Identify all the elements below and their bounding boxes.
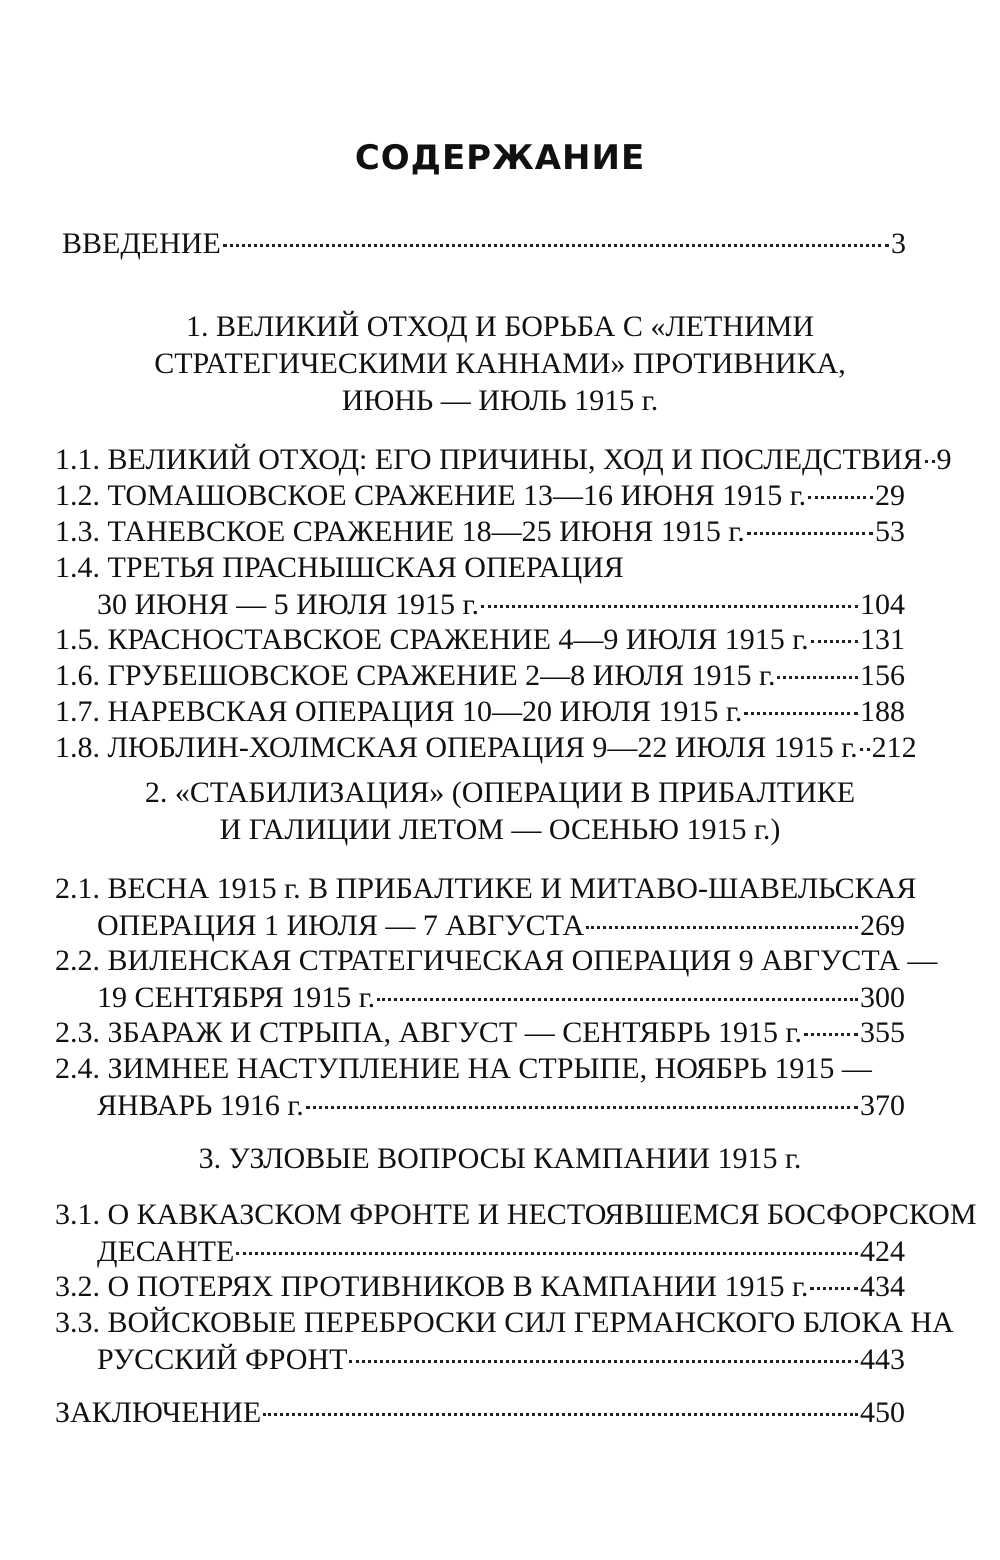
toc-entry-label: 1.1. ВЕЛИКИЙ ОТХОД: ЕГО ПРИЧИНЫ, ХОД И ПОСЛЕДСТВИЯ (55, 443, 923, 476)
toc-page-number: 269 (860, 909, 905, 942)
toc-entry-label: 2.3. ЗБАРАЖ И СТРЫПА, АВГУСТ — СЕНТЯБРЬ 1915 г. (55, 1016, 802, 1049)
dot-leader (377, 998, 858, 1001)
dot-leader (747, 532, 873, 535)
toc-page-number: 300 (860, 981, 905, 1014)
toc-page-number: 156 (860, 659, 905, 692)
section-heading-line: 2. «СТАБИЛИЗАЦИЯ» (ОПЕРАЦИИ В ПРИБАЛТИКЕ (144, 776, 856, 809)
toc-entry-intro (62, 225, 906, 262)
dot-leader (236, 1252, 858, 1255)
dot-leader (744, 712, 858, 715)
page-title: СОДЕРЖАНИЕ (354, 138, 646, 178)
section-heading-2 (40, 774, 960, 848)
toc-entry-2-3 (55, 1014, 905, 1051)
toc-entry-3-1 (55, 1196, 977, 1270)
toc-page-number: 104 (860, 588, 905, 621)
toc-page-number: 434 (860, 1270, 905, 1303)
dot-leader (263, 1413, 858, 1416)
dot-leader (586, 926, 858, 929)
toc-entry-1-8 (55, 729, 917, 766)
toc-entry-label: 1.4. ТРЕТЬЯ ПРАСНЫШСКАЯ ОПЕРАЦИЯ (55, 551, 624, 584)
toc-entry-label: 1.8. ЛЮБЛИН-ХОЛМСКАЯ ОПЕРАЦИЯ 9—22 ИЮЛЯ 1915 г. (55, 731, 858, 764)
dot-leader (306, 1106, 858, 1109)
toc-entry-1-7 (55, 693, 905, 730)
section-heading-line: И ГАЛИЦИИ ЛЕТОМ — ОСЕНЬЮ 1915 г.) (219, 813, 781, 846)
toc-page-number: 53 (875, 515, 905, 548)
toc-entry-3-3 (55, 1304, 954, 1378)
toc-entry-continuation: ОПЕРАЦИЯ 1 ИЮЛЯ — 7 АВГУСТА (97, 909, 585, 942)
toc-entry-3-2 (55, 1268, 905, 1305)
toc-entry-label: 2.1. ВЕСНА 1915 г. В ПРИБАЛТИКЕ И МИТАВО-ШАВЕЛЬСКАЯ (55, 872, 917, 905)
toc-page-number: 9 (936, 443, 952, 476)
toc-entry-1-2 (55, 477, 905, 514)
dot-leader (925, 460, 935, 463)
toc-entry-continuation: ДЕСАНТЕ (97, 1235, 235, 1268)
toc-entry-label: ВВЕДЕНИЕ (62, 227, 221, 260)
toc-entry-1-6 (55, 657, 905, 694)
toc-entry-continuation: РУССКИЙ ФРОНТ (97, 1343, 348, 1376)
toc-entry-label: 2.2. ВИЛЕНСКАЯ СТРАТЕГИЧЕСКАЯ ОПЕРАЦИЯ 9 АВГУСТА — (55, 944, 938, 977)
toc-entry-1-5 (55, 621, 905, 658)
dot-leader (223, 244, 889, 247)
toc-entry-2-1 (55, 870, 917, 944)
section-heading-line: СТРАТЕГИЧЕСКИМИ КАННАМИ» ПРОТИВНИКА, (154, 347, 846, 380)
toc-page-number: 212 (871, 731, 917, 764)
toc-entry-conclusion (55, 1394, 905, 1431)
section-heading-3 (40, 1140, 960, 1177)
dot-leader (481, 605, 858, 608)
dot-leader (860, 748, 870, 751)
toc-entry-label: 3.3. ВОЙСКОВЫЕ ПЕРЕБРОСКИ СИЛ ГЕРМАНСКОГО БЛОКА НА (55, 1306, 954, 1339)
toc-entry-1-4 (55, 549, 905, 623)
toc-entry-1-1 (55, 441, 952, 478)
dot-leader (810, 1287, 858, 1290)
toc-page-number: 450 (860, 1396, 905, 1429)
toc-entry-label: 1.2. ТОМАШОВСКОЕ СРАЖЕНИЕ 13—16 ИЮНЯ 1915 г. (55, 479, 807, 512)
dot-leader (808, 496, 873, 499)
dot-leader (811, 640, 858, 643)
toc-entry-2-2 (55, 942, 938, 1016)
toc-entry-label: 3.2. О ПОТЕРЯХ ПРОТИВНИКОВ В КАМПАНИИ 1915 г. (55, 1270, 809, 1303)
toc-page-number: 131 (860, 623, 905, 656)
dot-leader (349, 1360, 858, 1363)
toc-entry-label: ЗАКЛЮЧЕНИЕ (55, 1396, 262, 1429)
dot-leader (777, 676, 858, 679)
toc-entry-label: 2.4. ЗИМНЕЕ НАСТУПЛЕНИЕ НА СТРЫПЕ, НОЯБРЬ 1915 — (55, 1052, 872, 1085)
toc-entry-label: 1.7. НАРЕВСКАЯ ОПЕРАЦИЯ 10—20 ИЮЛЯ 1915 г. (55, 695, 743, 728)
toc-entry-label: 3.1. О КАВКАЗСКОМ ФРОНТЕ И НЕСТОЯВШЕМСЯ БОСФОРСКОМ (55, 1198, 977, 1231)
toc-entry-continuation: 19 СЕНТЯБРЯ 1915 г. (97, 981, 376, 1014)
toc-page-number: 443 (860, 1343, 905, 1376)
toc-page-number: 370 (860, 1089, 905, 1122)
toc-entry-label: 1.5. КРАСНОСТАВСКОЕ СРАЖЕНИЕ 4—9 ИЮЛЯ 1915 г. (55, 623, 809, 656)
section-heading-line: 1. ВЕЛИКИЙ ОТХОД И БОРЬБА С «ЛЕТНИМИ (186, 310, 814, 343)
toc-page-number: 424 (860, 1235, 905, 1268)
toc-entry-continuation: 30 ИЮНЯ — 5 ИЮЛЯ 1915 г. (97, 588, 479, 621)
toc-page-number: 3 (891, 227, 906, 260)
toc-entry-label: 1.6. ГРУБЕШОВСКОЕ СРАЖЕНИЕ 2—8 ИЮЛЯ 1915 г. (55, 659, 776, 692)
toc-entry-2-4 (55, 1050, 905, 1124)
toc-entry-label: 1.3. ТАНЕВСКОЕ СРАЖЕНИЕ 18—25 ИЮНЯ 1915 г. (55, 515, 745, 548)
section-heading-line: 3. УЗЛОВЫЕ ВОПРОСЫ КАМПАНИИ 1915 г. (198, 1142, 802, 1175)
section-heading-line: ИЮНЬ — ИЮЛЬ 1915 г. (341, 384, 659, 417)
toc-page-number: 355 (860, 1016, 905, 1049)
toc-entry-continuation: ЯНВАРЬ 1916 г. (97, 1089, 304, 1122)
dot-leader (804, 1033, 858, 1036)
toc-entry-1-3 (55, 513, 905, 550)
toc-page-number: 188 (860, 695, 905, 728)
toc-page-number: 29 (875, 479, 905, 512)
section-heading-1 (40, 308, 960, 419)
